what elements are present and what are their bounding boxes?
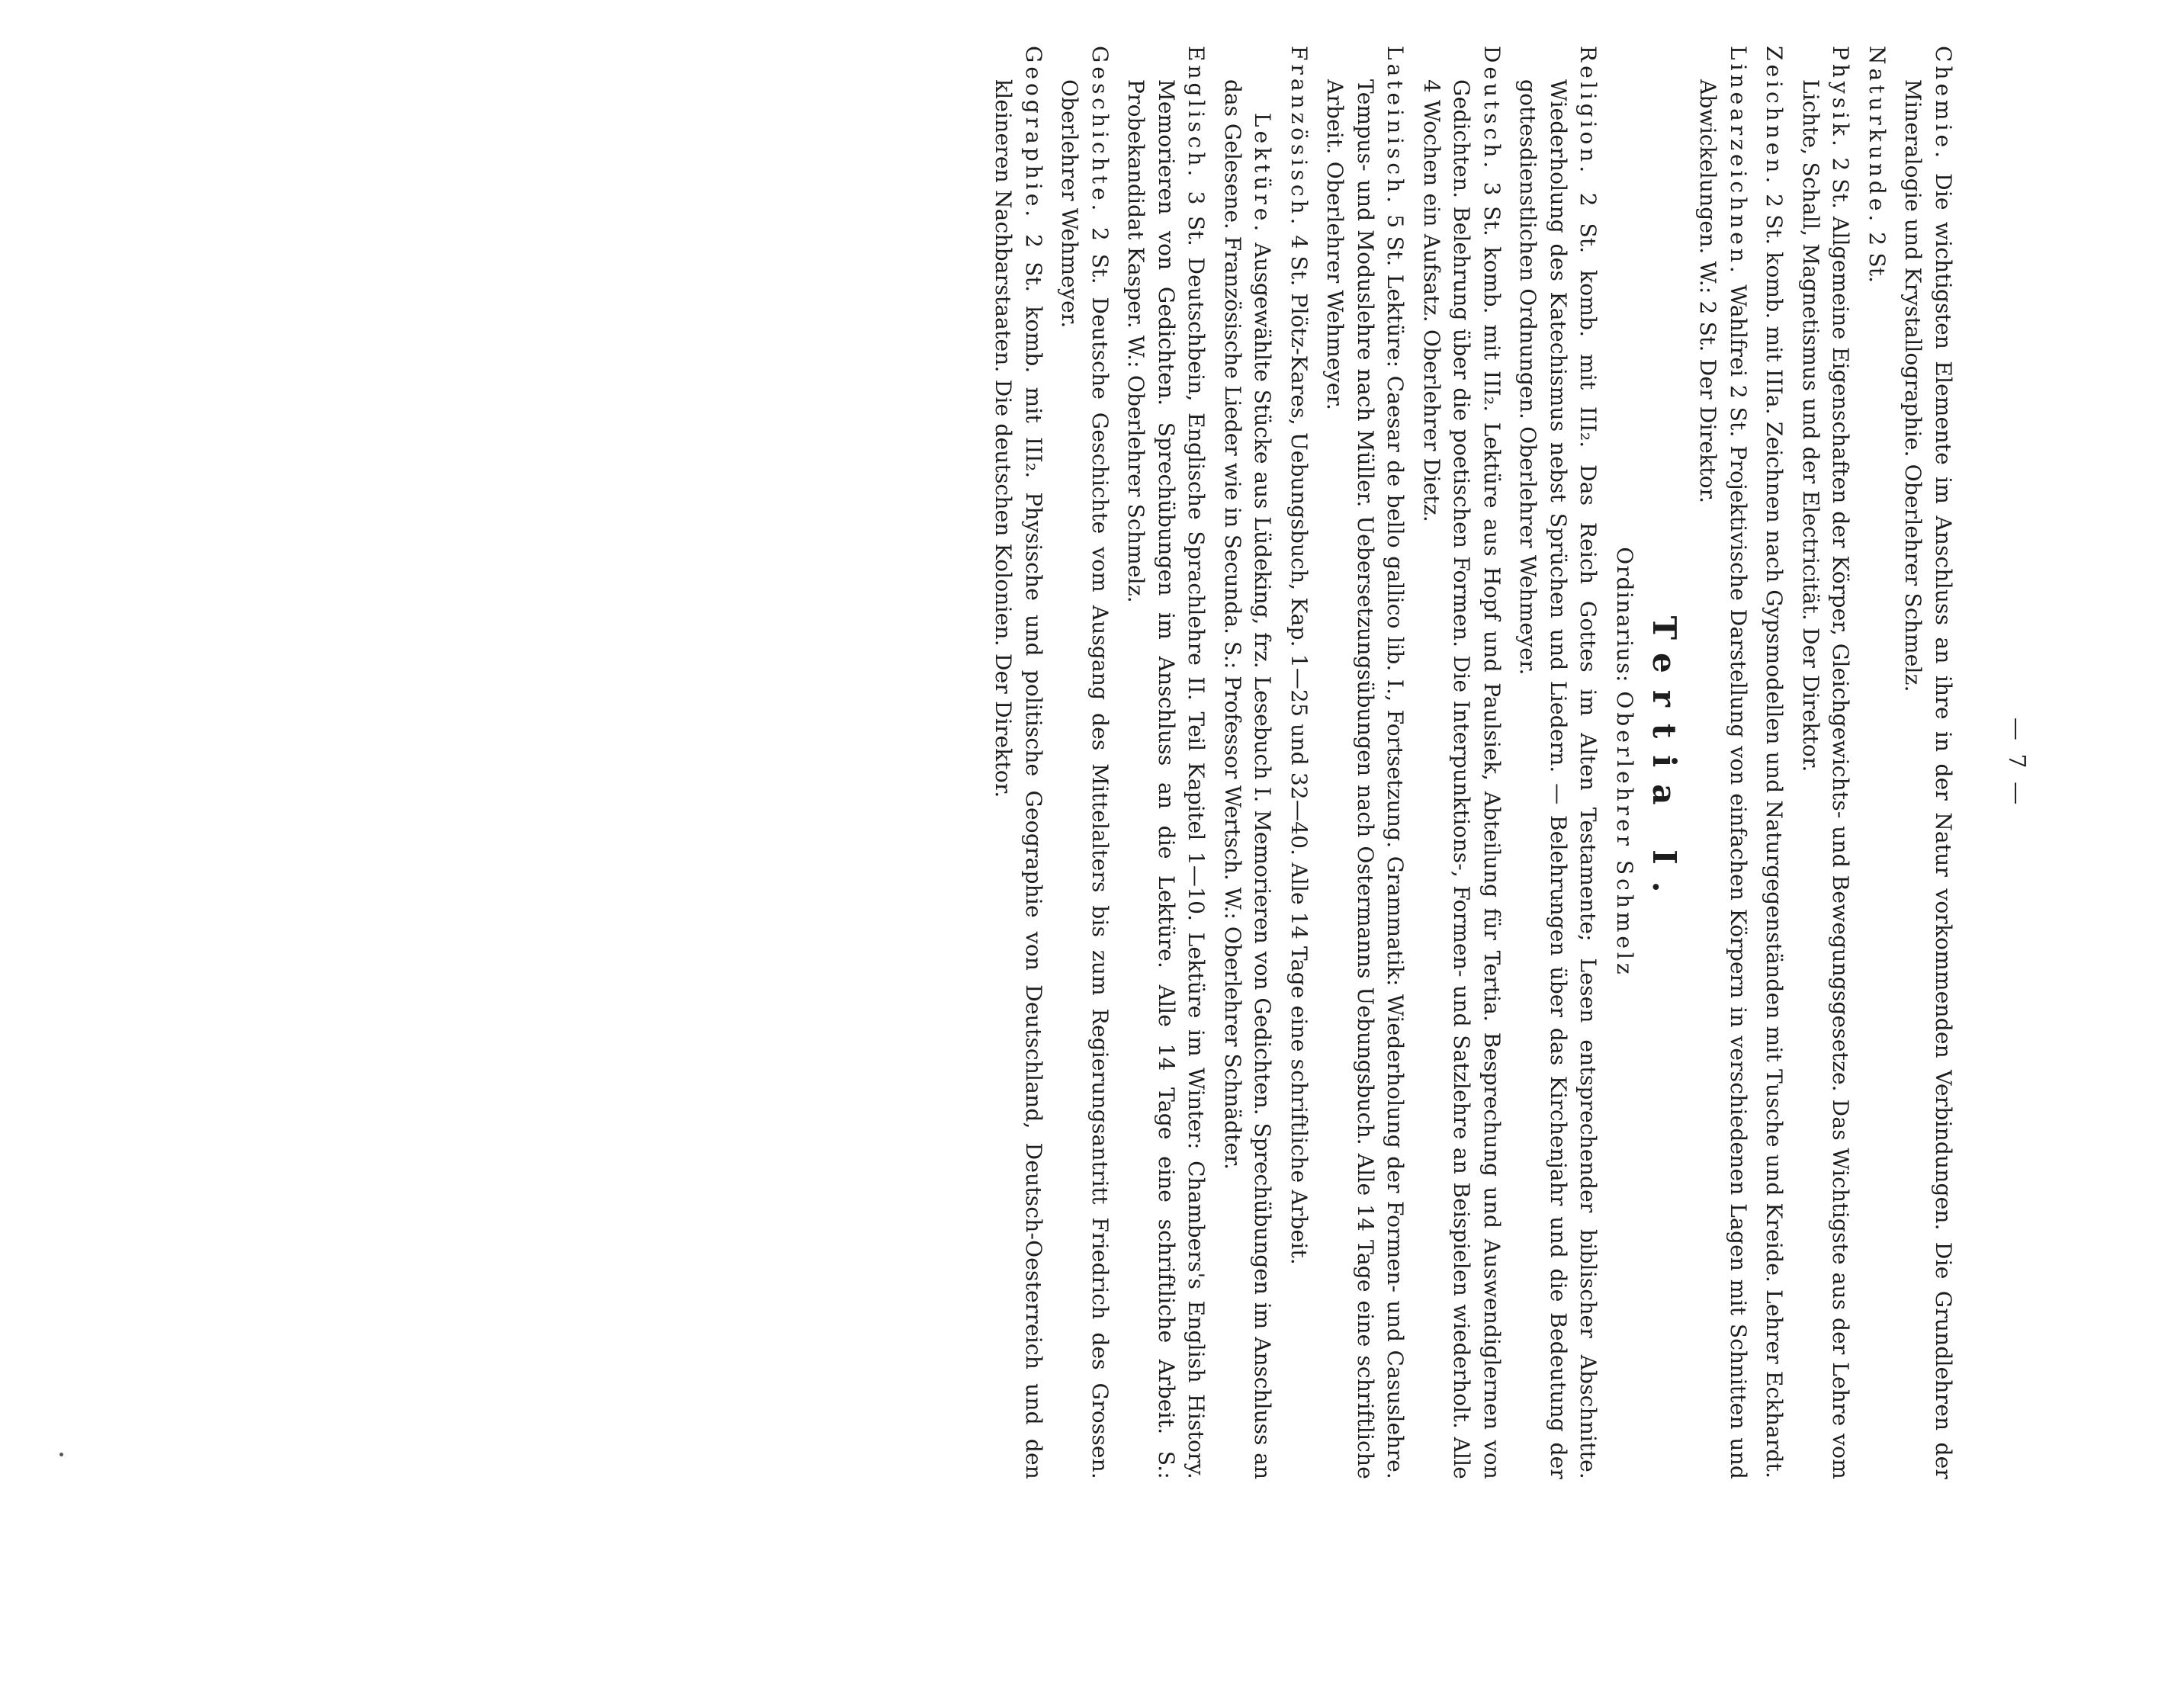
entry-text: 4 St. Plötz-Kares, Uebungsbuch, Kap. 1—25 und 32—40. Alle 14 Tage eine schriftliche Arbeit. bbox=[1286, 235, 1312, 1266]
entry-naturkunde bbox=[1862, 46, 1893, 1479]
entry-text: 3 St. Deutschbein, Englische Sprachlehre II. Teil Kapitel 1—10. Lektüre im Winter: Chambers's English History. Memorieren von Gedichten. Sprechübungen im Anschluss an die Lektüre. Alle 14 Tage eine schriftliche Arbeit. S.: Probekandidat Kasper. W.: Oberlehrer Schmelz. bbox=[1123, 79, 1209, 1479]
entry-subject: Naturkunde. bbox=[1864, 46, 1890, 226]
entry-text: 2 St. bbox=[1864, 232, 1890, 284]
entry-subject: Chemie. bbox=[1931, 46, 1956, 162]
entry-text: 3 St. komb. mit III₂. Lektüre aus Hopf und Paulsiek, Abteilung für Tertia. Besprechung und Auswendiglernen von Gedichten. Belehrung über die poetischen Formen. Die Interpunktions-, Formen- und Satzlehre an Beispielen wiederholt. Alle 4 Wochen ein Aufsatz. Oberlehrer Dietz. bbox=[1419, 79, 1505, 1479]
entry-lateinisch bbox=[1320, 46, 1411, 1479]
entry-subject: Lektüre. bbox=[1250, 113, 1276, 236]
entry-subject: Linearzeichnen. bbox=[1726, 46, 1751, 277]
entry-subject: Lateinisch. bbox=[1383, 46, 1408, 207]
entry-subject: Zeichnen. bbox=[1762, 46, 1787, 188]
document-page bbox=[67, 46, 2030, 1480]
entry-subject: Französisch. bbox=[1286, 46, 1312, 229]
entry-lektuere bbox=[1218, 79, 1278, 1479]
entry-text: 2 St. Deutsche Geschichte vom Ausgang des Mittelalters bis zum Regierungsantritt Friedrich des Grossen. Oberlehrer Wehmeyer. bbox=[1057, 79, 1113, 1479]
scan-speck bbox=[59, 1453, 63, 1456]
ordinarius-line bbox=[1610, 46, 1640, 1479]
entry-text: Wahlfrei 2 St. Projektivische Darstellung von einfachen Körpern in verschiedenen Lagen mit Schnitten und Abwickelungen. W.: 2 St. Der Direktor. bbox=[1695, 79, 1751, 1479]
entry-physik bbox=[1796, 46, 1856, 1479]
entry-zeichnen bbox=[1759, 46, 1790, 1479]
entry-subject: Englisch. bbox=[1184, 46, 1209, 181]
section-heading: Tertia I. bbox=[1646, 615, 1683, 910]
ordinarius-label: Ordinarius: bbox=[1612, 547, 1637, 683]
page-number: — 7 — bbox=[2003, 717, 2030, 808]
entry-text: 2 St. komb. mit III₂. Physische und politische Geographie von Deutschland, Deutsch-Oesterreich und den kleineren Nachbarstaaten. Die deutschen Kolonien. Der Direktor. bbox=[991, 79, 1046, 1479]
entry-chemie bbox=[1898, 46, 1958, 1479]
entry-linearzeichnen bbox=[1693, 46, 1753, 1479]
entry-geschichte bbox=[1055, 46, 1115, 1479]
entry-text: 2 St. komb. mit III₂. Das Reich Gottes im Alten Testamente; Lesen entsprechender biblischer Abschnitte. Wiederholung des Katechismus nebst Sprüchen und Liedern. — Belehrungen über das Kirchenjahr und die Bedeutung der gottesdienstlichen Ordnungen. Oberlehrer Wehmeyer. bbox=[1515, 79, 1601, 1479]
entry-geographie bbox=[988, 46, 1049, 1479]
entry-subject: Geographie. bbox=[1021, 46, 1046, 221]
entry-deutsch bbox=[1417, 46, 1508, 1479]
entry-text: 2 St. Allgemeine Eigenschaften der Körper, Gleichgewichts- und Bewegungsgesetze. Das Wichtigste aus der Lehre vom Lichte, Schall, Magnetismus und der Electricität. Der Direktor. bbox=[1798, 79, 1854, 1479]
entry-text: Die wichtigsten Elemente im Anschluss an ihre in der Natur vorkommenden Verbindungen. Die Grundlehren der Mineralogie und Krystallographie. Oberlehrer Schmelz. bbox=[1900, 79, 1956, 1479]
entry-text: Ausgewählte Stücke aus Lüdeking, frz. Lesebuch I. Memorieren von Gedichten. Sprechübungen im Anschluss an das Gelesene. Französische Lieder wie in Secunda. S.: Professor Wertsch. W.: Oberlehrer Schnädter. bbox=[1220, 79, 1276, 1480]
entry-englisch bbox=[1121, 46, 1212, 1479]
entry-text: 2 St. komb. mit IIIa. Zeichnen nach Gypsmodellen und Naturgegenständen mit Tusche und Kreide. Lehrer Eckhardt. bbox=[1762, 194, 1787, 1479]
ordinarius-name: Oberlehrer Schmelz bbox=[1612, 691, 1637, 978]
entry-subject: Physik. bbox=[1828, 46, 1854, 150]
entry-text: 5 St. Lektüre: Caesar de bello gallico lib. I., Fortsetzung. Grammatik: Wiederholung der Formen- und Casuslehre. Tempus- und Moduslehre nach Müller. Uebersetzungsübungen nach Ostermanns Uebungsbuch. Alle 14 Tage eine schriftliche Arbeit. Oberlehrer Wehmeyer. bbox=[1322, 79, 1408, 1479]
entry-subject: Geschichte. bbox=[1087, 46, 1113, 215]
entry-religion bbox=[1513, 46, 1604, 1479]
entry-subject: Deutsch. bbox=[1479, 46, 1505, 172]
entry-subject: Religion. bbox=[1575, 46, 1601, 177]
entry-franzoesisch bbox=[1284, 46, 1315, 1479]
